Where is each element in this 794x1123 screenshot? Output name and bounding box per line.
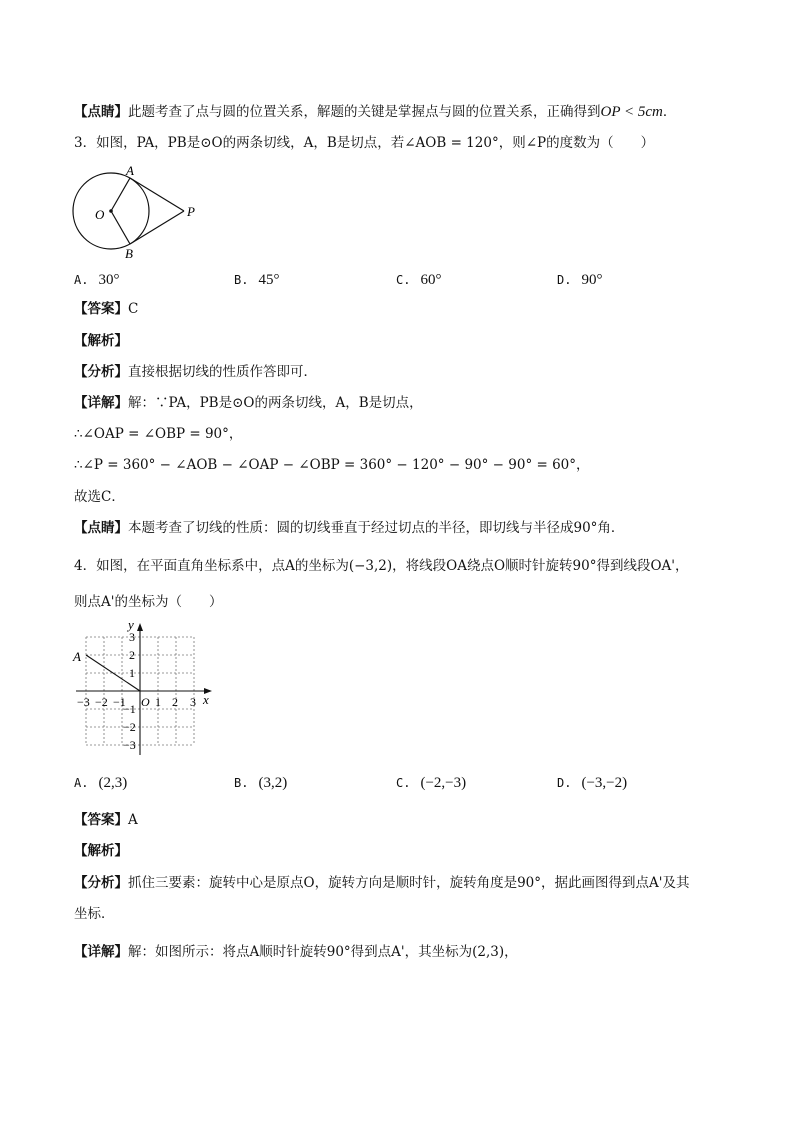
q4-option-d[interactable]: D. (−3,−2) (557, 775, 628, 791)
q3-fenxi: 【分析】直接根据切线的性质作答即可． (74, 364, 317, 380)
y-tick-label: −1 (123, 702, 136, 716)
x-tick-label: 2 (172, 695, 178, 709)
answer-value: C (128, 301, 139, 317)
label-a: A (126, 163, 134, 178)
q4-option-c[interactable]: C. (−2,−3) (396, 775, 467, 791)
q3-circle-figure (70, 162, 200, 262)
radius-oa (111, 178, 130, 211)
answer-tag: 【答案】 (74, 301, 128, 317)
label-p: P (187, 204, 195, 219)
radius-ob (111, 211, 130, 244)
x-tick-label: −3 (77, 695, 90, 709)
y-tick-label: 3 (129, 630, 135, 644)
q3-option-d[interactable]: D. 90° (557, 272, 603, 288)
x-axis-label: x (203, 692, 209, 707)
q4-fenxi-1: 【分析】抓住三要素：旋转中心是原点O，旋转方向是顺时针，旋转角度是90°，据此画图得到点A'及其 (74, 875, 690, 891)
point-a-label: A (73, 649, 81, 664)
q2-note-line (74, 102, 676, 122)
q2-note-math: OP < 5cm (600, 104, 663, 120)
note-tag: 【点睛】 (74, 104, 128, 120)
q2-note-text: 此题考查了点与圆的位置关系，解题的关键是掌握点与圆的位置关系，正确得到 (128, 104, 601, 120)
q3-option-c[interactable]: C. 60° (396, 272, 442, 288)
q3-answer (74, 299, 138, 319)
q3-option-b[interactable]: B. 45° (234, 272, 280, 288)
y-tick-label: 2 (129, 648, 135, 662)
y-axis-label: y (128, 617, 134, 632)
q4-fenxi-2: 坐标． (74, 906, 115, 922)
q3-note: 【点睛】本题考查了切线的性质：圆的切线垂直于经过切点的半径，即切线与半径成90°角． (74, 520, 625, 536)
q3-stem-text: 如图，PA，PB是⊙O的两条切线，A，B是切点，若∠AOB = 120°，则∠P的度数为（ ） (96, 135, 655, 151)
x-tick-label: −2 (95, 695, 108, 709)
q4-detail: 【详解】解：如图所示：将点A顺时针旋转90°得到点A'，其坐标为(2,3)， (74, 944, 518, 960)
q3-detail-3: ∴∠P = 360° − ∠AOB − ∠OAP − ∠OBP = 360° − 120° − 90° − 90° = 60°， (74, 457, 590, 473)
q3-analysis-heading: 【解析】 (74, 333, 128, 349)
tangent-pb (130, 211, 184, 244)
q3-stem (74, 133, 654, 153)
origin-label: O (141, 695, 150, 709)
center-dot (109, 209, 113, 213)
q3-detail-4: 故选C． (74, 489, 125, 505)
q3-number: 3． (74, 135, 97, 151)
q4-stem-2: 则点A'的坐标为（ ） (74, 594, 223, 610)
y-axis-arrow-icon (137, 623, 143, 631)
y-tick-label: −3 (123, 738, 136, 752)
q4-option-b[interactable]: B. (3,2) (234, 775, 288, 791)
q4-coordinate-figure (70, 615, 220, 760)
q4-stem-1: 4．如图，在平面直角坐标系中，点A的坐标为(−3,2)，将线段OA绕点O顺时针旋转90°得到线段OA'， (74, 558, 689, 574)
q3-detail-2: ∴∠OAP = ∠OBP = 90°， (74, 426, 243, 442)
q4-number: 4． (74, 558, 97, 574)
x-tick-label: −1 (113, 695, 126, 709)
x-tick-label: 3 (190, 695, 196, 709)
tangent-pa (130, 178, 184, 211)
x-tick-labels (77, 695, 196, 709)
answer-value: A (128, 812, 138, 828)
label-b: B (125, 246, 133, 261)
label-o: O (95, 207, 105, 222)
q3-detail-1: 【详解】解：∵PA，PB是⊙O的两条切线，A，B是切点， (74, 395, 423, 411)
x-tick-label: 1 (155, 695, 161, 709)
q4-option-a[interactable]: A. (2,3) (74, 775, 128, 791)
q3-option-a[interactable]: A. 30° (74, 272, 120, 288)
q4-analysis-heading: 【解析】 (74, 843, 128, 859)
y-tick-label: 1 (129, 666, 135, 680)
q4-answer: 【答案】A (74, 812, 138, 828)
q2-note-end: ． (662, 104, 677, 120)
y-tick-label: −2 (123, 720, 136, 734)
